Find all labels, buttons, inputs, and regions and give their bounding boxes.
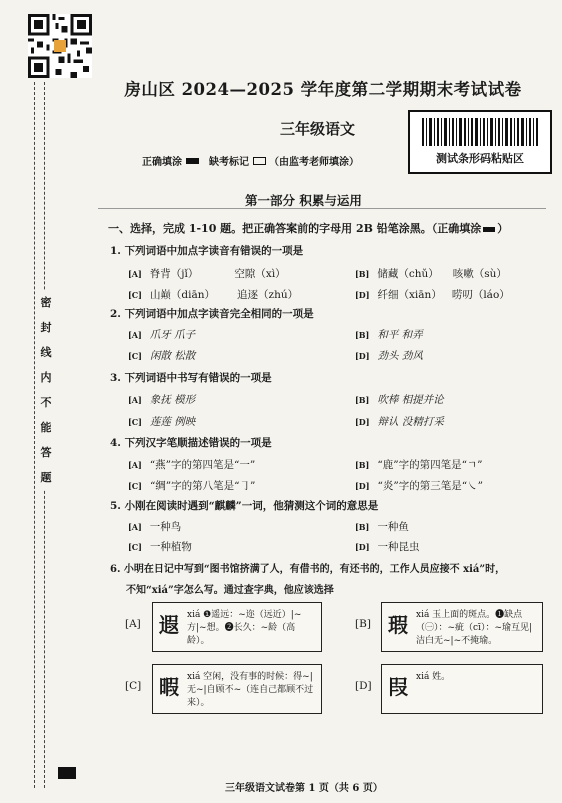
q6-option-b-label[interactable]: [B] (355, 618, 371, 630)
option-text: 爪牙 爪子 (149, 329, 196, 341)
option-text-2: 咳嗽（sù） (452, 268, 507, 280)
barcode-icon (422, 118, 538, 146)
q3-option-b[interactable] (355, 392, 444, 407)
option-label: [B] (355, 460, 370, 470)
option-label: [B] (355, 522, 370, 532)
question-1-stem: 1. 下列词语中加点字读音有错误的一项是 (110, 245, 304, 257)
q5-option-d[interactable] (355, 539, 420, 554)
binding-line (34, 82, 35, 788)
option-label: [C] (128, 290, 142, 300)
dict-character: 叚 (388, 675, 408, 699)
option-text: 闲散 松散 (149, 350, 196, 362)
absent-mark-label: 缺考标记 (209, 157, 249, 168)
question-4-stem: 4. 下列汉字笔顺描述错误的一项是 (110, 437, 272, 449)
question-5-stem: 5. 小刚在阅读时遇到“麒麟”一词，他猜测这个词的意思是 (110, 500, 379, 512)
question-3-stem: 3. 下列词语中书写有错误的一项是 (110, 372, 272, 384)
option-text: 纤细（xiān） (377, 289, 442, 301)
dict-definition: xiá ❶遥远：~迩（远近）|~方|~想。❷长久：~龄（高龄）。 (187, 610, 302, 646)
option-text: 一种植物 (149, 541, 192, 553)
option-label: [A] (128, 395, 142, 405)
section-instruction (108, 220, 508, 236)
option-label: [D] (355, 290, 370, 300)
option-label: [B] (355, 269, 370, 279)
q5-option-b[interactable] (355, 519, 409, 534)
q6-option-c-label[interactable]: [C] (125, 680, 142, 692)
option-text: 辩认 没精打采 (377, 416, 444, 428)
correct-fill-label: 正确填涂 (142, 157, 182, 168)
instruction-text: 一、选择，完成 1-10 题。把正确答案前的字母用 2B 铅笔涂黑。（正确填涂 (108, 222, 482, 235)
question-6-stem-2: 不知“xiá”字怎么写。通过查字典，他应该选择 (126, 585, 334, 596)
option-text: “燕”字的第四笔是“一” (149, 459, 256, 471)
option-text: 劲头 劲风 (377, 350, 423, 362)
q1-option-b[interactable] (355, 266, 507, 281)
q2-option-d[interactable] (355, 348, 423, 363)
barcode-label: 测试条形码粘贴区 (436, 152, 524, 165)
seal-line-notice (36, 290, 56, 490)
qr-code (28, 14, 92, 78)
option-text: 象抚 模形 (149, 394, 196, 406)
option-text: 山巅（diān） (149, 289, 216, 301)
option-label: [B] (355, 395, 370, 405)
q4-option-c[interactable] (128, 478, 255, 493)
q4-option-a[interactable] (128, 457, 255, 472)
page-footer: 三年级语文试卷第 1 页（共 6 页） (225, 783, 383, 794)
dict-character: 瑕 (388, 613, 408, 637)
q2-option-a[interactable] (128, 327, 195, 342)
option-label: [D] (355, 417, 370, 427)
absent-checkbox[interactable] (253, 157, 266, 165)
dict-definition: xiá 玉上面的斑点。❶缺点（㊀）：~疵（cī）：~瑜互见|洁白无~|~不掩瑜。 (416, 610, 533, 646)
q5-option-c[interactable] (128, 539, 192, 554)
seal-char: 题 (40, 471, 52, 484)
option-label: [A] (128, 460, 142, 470)
option-text-2: 唠叨（láo） (451, 289, 510, 301)
q6-option-a-entry[interactable] (152, 602, 322, 652)
option-label: [D] (355, 351, 370, 361)
option-label: [C] (128, 417, 142, 427)
q6-option-a-label[interactable]: [A] (125, 618, 141, 630)
q4-option-d[interactable] (355, 478, 483, 493)
option-label: [B] (355, 330, 370, 340)
option-text-2: 空隙（xì） (234, 268, 286, 280)
q6-option-b-entry[interactable] (381, 602, 543, 652)
dict-character: 遐 (159, 613, 179, 637)
seal-char: 线 (40, 346, 52, 359)
q3-option-c[interactable] (128, 414, 195, 429)
corner-marker (58, 767, 76, 779)
part-heading: 第一部分 积累与运用 (245, 193, 362, 208)
seal-char: 不 (40, 396, 52, 409)
barcode-area (408, 110, 552, 174)
seal-char: 封 (40, 321, 52, 334)
filled-box-icon (186, 158, 199, 164)
q4-option-b[interactable] (355, 457, 482, 472)
seal-char: 能 (40, 421, 52, 434)
filled-box-icon (483, 227, 495, 232)
exam-subject: 三年级语文 (280, 120, 356, 138)
option-label: [A] (128, 269, 142, 279)
q3-option-a[interactable] (128, 392, 195, 407)
option-text: 吹棒 相提并论 (377, 394, 444, 406)
q3-option-d[interactable] (355, 414, 444, 429)
option-text: “炎”字的第三笔是“㇏” (377, 480, 483, 492)
dict-definition: xiá 空闲，没有事的时候：得~|无~|自顾不~（连自己都顾不过来）。 (187, 672, 314, 708)
option-text: 莲莲 例映 (149, 416, 196, 428)
option-text: “绸”字的第八笔是“㇆” (149, 480, 256, 492)
question-2-stem: 2. 下列词语中加点字读音完全相同的一项是 (110, 308, 314, 320)
option-text: 一种鱼 (377, 521, 409, 533)
fill-marks-legend (142, 153, 359, 168)
q1-option-d[interactable] (355, 287, 510, 302)
option-text-2: 追逐（zhú） (237, 289, 299, 301)
q2-option-b[interactable] (355, 327, 423, 342)
q1-option-c[interactable] (128, 287, 298, 302)
dict-character: 暇 (159, 675, 179, 699)
q6-option-d-entry[interactable] (381, 664, 543, 714)
exam-title: 房山区 2024—2025 学年度第二学期期末考试试卷 (124, 80, 522, 99)
option-text: 和平 和弄 (377, 329, 423, 341)
instruction-end: ） (497, 222, 509, 235)
option-text: 脊背（jǐ） (149, 268, 199, 280)
q5-option-a[interactable] (128, 519, 181, 534)
dict-definition: xiá 姓。 (416, 672, 451, 682)
option-label: [C] (128, 542, 142, 552)
option-text: 一种昆虫 (377, 541, 420, 553)
q2-option-c[interactable] (128, 348, 195, 363)
q1-option-a[interactable] (128, 266, 286, 281)
q6-option-c-entry[interactable] (152, 664, 322, 714)
option-text: 储藏（chǔ） (377, 268, 439, 280)
seal-char: 密 (40, 296, 52, 309)
absent-note: （由监考老师填涂） (269, 157, 359, 168)
option-label: [C] (128, 481, 142, 491)
seal-char: 答 (40, 446, 52, 459)
question-6-stem: 6. 小明在日记中写到“图书馆挤满了人，有借书的，有还书的，工作人员应接不 xiá”时， (110, 564, 506, 575)
option-label: [D] (355, 481, 370, 491)
option-text: 一种鸟 (149, 521, 182, 533)
option-label: [A] (128, 522, 142, 532)
option-label: [D] (355, 542, 370, 552)
divider (98, 208, 546, 209)
q6-option-d-label[interactable]: [D] (355, 680, 372, 692)
option-label: [A] (128, 330, 142, 340)
option-text: “鹿”字的第四笔是“ㄱ” (377, 459, 483, 471)
seal-char: 内 (40, 371, 52, 384)
option-label: [C] (128, 351, 142, 361)
